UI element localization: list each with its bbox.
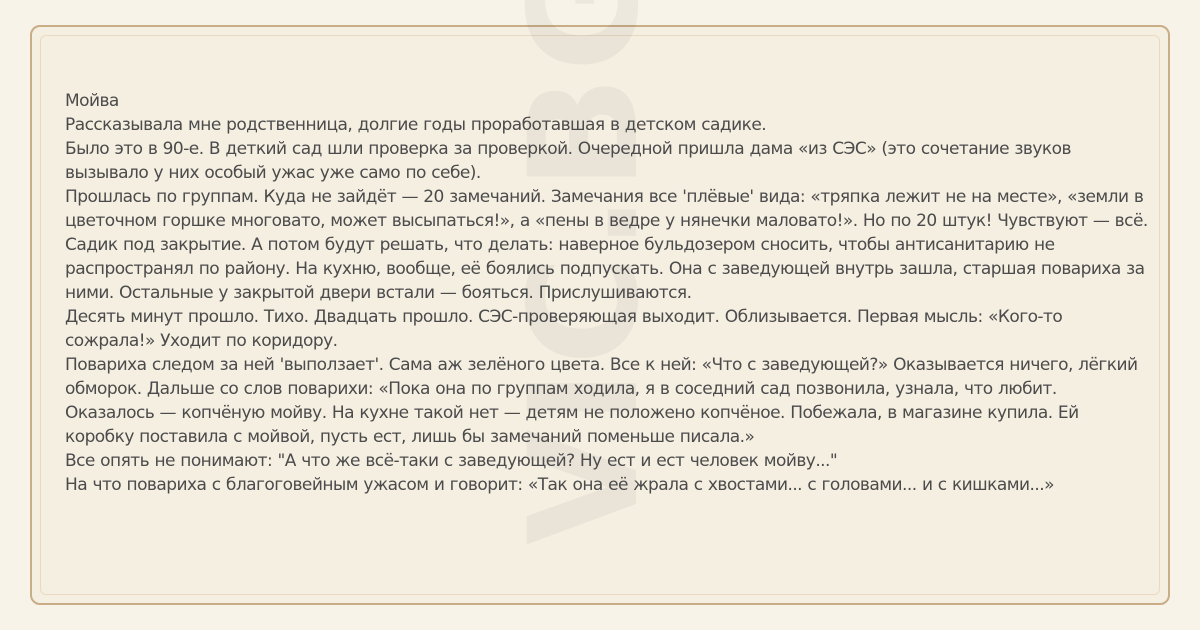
story-paragraph: Было это в 90-е. В деткий сад шли проверка за проверкой. Очередной пришла дама «из СЭС» (это сочетание звуков вызывало у них особый ужас уже само по себе). bbox=[65, 139, 1071, 183]
story-paragraph: Десять минут прошло. Тихо. Двадцать прошло. СЭС-проверяющая выходит. Облизывается. Первая мысль: «Кого-то сожрала!» Уходит по коридору. bbox=[65, 307, 1063, 351]
story-paragraph: Повариха следом за ней 'выползает'. Сама аж зелёного цвета. Все к ней: «Что с заведующей?» Оказывается ничего, лёгкий обморок. Дальше со слов поварихи: «Пока она по группам ходила, я в соседний сад позвонила, узнала, что любит. Оказалось — копчёную мойву. На кухне такой нет — детям не положено копчёное. Побежала, в магазине купила. Ей коробку поставила с мойвой, пусть ест, лишь бы замечаний поменьше писала.» bbox=[65, 355, 1138, 447]
story-paragraph: Прошлась по группам. Куда не зайдёт — 20 замечаний. Замечания все 'плёвые' вида: «тряпка лежит не на месте», «земли в цветочном горшке многовато, может высыпаться!», а «пены в ведре у нянечки маловато!». Но по 20 штук! Чувствуют — всё. Садик под закрытие. А потом будут решать, что делать: наверное бульдозером сносить, чтобы антисанитарию не распространял по району. На кухню, вообще, её боялись подпускать. Она с заведующей внутрь зашла, старшая повариха за ними. Остальные у закрытой двери встали — бояться. Прислушиваются. bbox=[65, 187, 1148, 303]
story-title: Мойва bbox=[65, 91, 119, 111]
story-paragraph: Все опять не понимают: "А что же всё-таки с заведующей? Ну ест и ест человек мойву..." bbox=[65, 451, 838, 471]
story-paragraph: На что повариха с благоговейным ужасом и говорит: «Так она её жрала с хвостами... с головами... и с кишками...» bbox=[65, 475, 1054, 495]
story-text bbox=[65, 89, 1150, 497]
story-paragraph: Рассказывала мне родственница, долгие годы проработавшая в детском садике. bbox=[65, 115, 767, 135]
